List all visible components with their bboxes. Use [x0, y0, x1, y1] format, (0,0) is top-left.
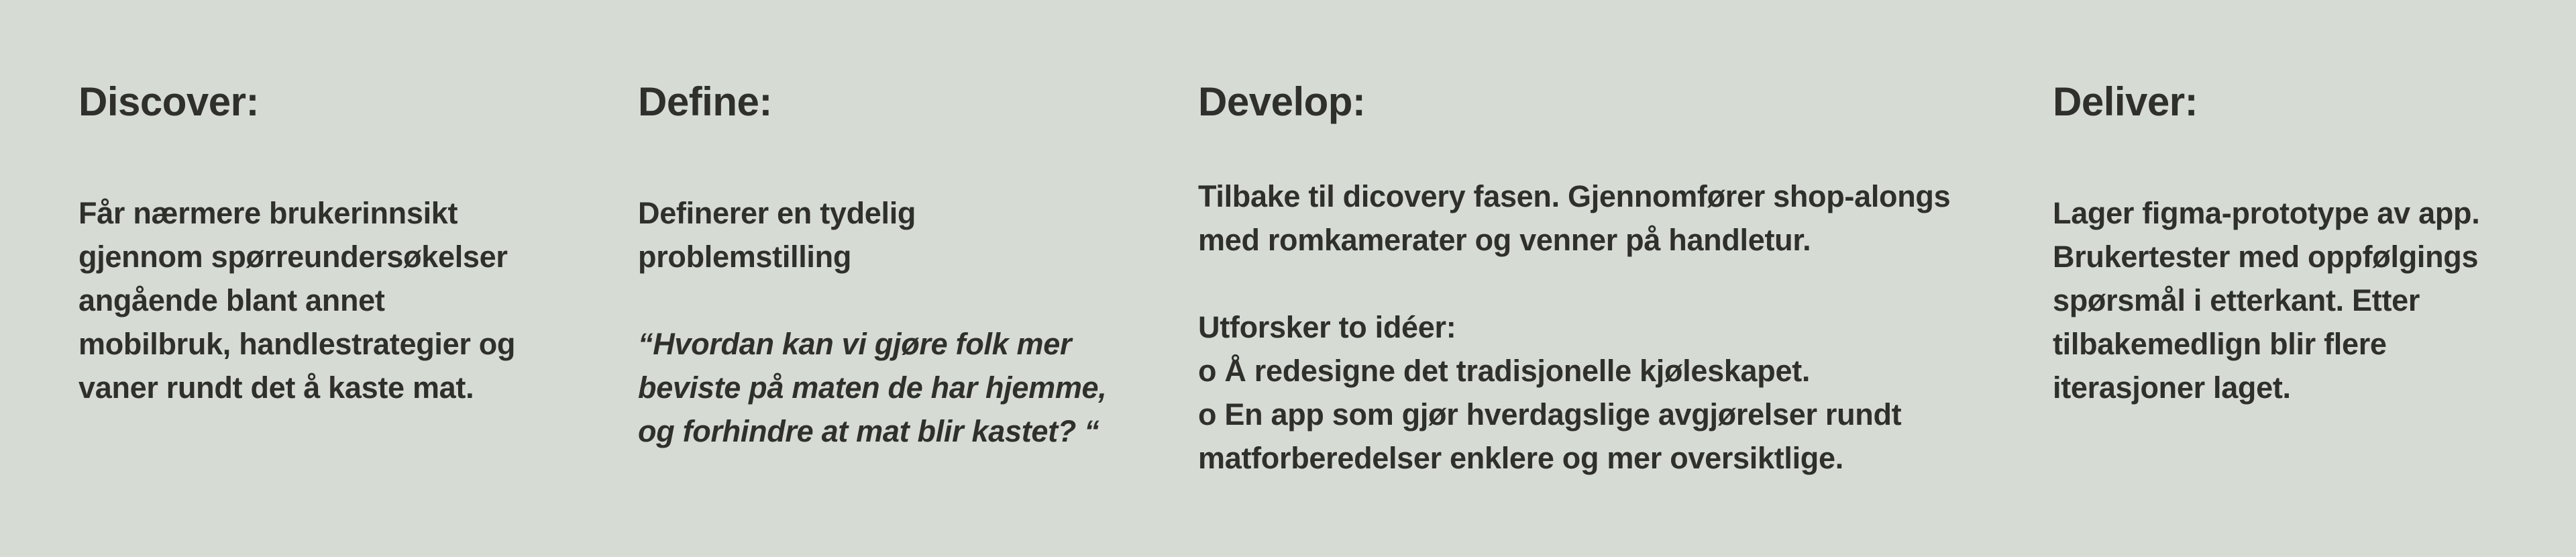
- define-text-block: [638, 191, 1148, 453]
- discover-text-block: [78, 191, 548, 409]
- discover-body: Får nærmere brukerinnsikt gjennom spørreundersøkelser angående blant annet mobilbruk, handlestrategier og vaner rundt det å kaste mat.: [78, 196, 516, 405]
- define-problem-quote: “Hvordan kan vi gjøre folk mer beviste på maten de har hjemme, og forhindre at mat blir kastet? “: [638, 327, 1107, 448]
- deliver-section: [2053, 72, 2549, 409]
- discover-section: [78, 72, 548, 409]
- develop-section: [1198, 72, 2043, 480]
- develop-paragraph-2: Utforsker to idéer: o Å redesigne det tradisjonelle kjøleskapet. o En app som gjør hverdagslige avgjørelser rundt matforberedelser enklere og mer oversiktlige.: [1198, 310, 1902, 475]
- develop-text-block: [1198, 174, 2043, 480]
- deliver-body: Lager figma-prototype av app. Brukertester med oppfølgings spørsmål i etterkant. Etter tilbakemedlign blir flere iterasjoner laget.: [2053, 196, 2480, 405]
- define-section: [638, 72, 1148, 453]
- define-body: Definerer en tydelig problemstilling: [638, 196, 916, 274]
- discover-heading: Discover:: [78, 79, 259, 124]
- develop-heading: Develop:: [1198, 79, 1366, 124]
- develop-paragraph-1: Tilbake til dicovery fasen. Gjennomfører shop-alongs med romkamerater og venner på handletur.: [1198, 179, 1951, 257]
- deliver-text-block: [2053, 191, 2549, 409]
- deliver-heading: Deliver:: [2053, 79, 2198, 124]
- define-heading: Define:: [638, 79, 772, 124]
